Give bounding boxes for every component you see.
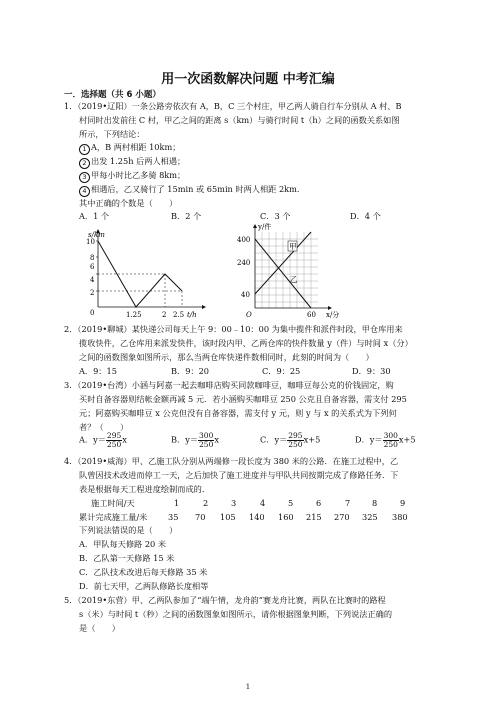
q3-option-c[interactable]: C．y＝ $\frac{295}{250}$ x+5 [260,431,321,449]
fraction: $\frac{295}{250}$ [288,431,303,449]
q1-option-b[interactable]: B．2 个 [171,211,202,221]
q1-conclusion-4: 4 相遇后，乙又骑行了 15min 或 65min 时两人相距 2km． [79,184,305,197]
fraction: $\frac{300}{250}$ [383,431,398,449]
q2-figure [232,222,352,322]
q3-line3: 元；阿嘉购买咖啡豆 x 公克但没有自备容器，需支付 y 元，则 y 与 x 的关系式为下列何 [79,408,397,418]
q2-option-b[interactable]: B．9：20 [171,366,210,376]
y-tick-400: 400 [237,236,251,244]
table-cell: 270 [334,512,350,522]
q4-option-a[interactable]: A．甲队每天修路 20 米 [79,539,167,549]
label-yi: 乙 [290,275,298,284]
y-tick-40: 40 [241,291,250,299]
q3-option-b[interactable]: B．y＝ $\frac{300}{250}$ x [171,431,219,449]
q3-line1: 3．（2019•台湾）小涵与阿嘉一起去咖啡店购买同款咖啡豆，咖啡豆每公克的价钱固定，购 [64,380,394,390]
y-tick-6: 6 [90,263,95,271]
label-jia: 甲 [289,242,297,251]
q4-option-c[interactable]: C．乙队技术改进后每天修路 35 米 [79,567,208,577]
table-cell: 6 [316,498,322,508]
q4-line3: 表是根据每天工程进度绘制而成的． [79,484,211,494]
y-tick-2: 2 [90,289,95,297]
y-tick-240: 240 [237,259,251,267]
q3-line4: 者？（ ） [79,422,129,432]
x-tick-60: 60 [307,311,316,319]
x-tick-2-5: 2.5 [173,311,185,319]
q1-conclusion-1: 1 A，B 两村相距 10km； [79,142,180,155]
q1-option-a[interactable]: A．1 个 [79,211,110,221]
table-cell: 1 [174,498,180,508]
y-tick-4: 4 [90,276,95,284]
q2-option-a[interactable]: A．9：15 [79,366,117,376]
table-cell: 140 [249,512,265,522]
y-axis-label: y/件 [258,223,272,231]
table-cell: 4 [260,498,266,508]
table-cell: 325 [362,512,378,522]
page-number: 1 [245,683,251,691]
q1-stem-line1: 1．（2019•辽阳）一条公路旁依次有 A，B，C 三个村庄，甲乙两人骑自行车分别从 A 村、B [64,101,402,111]
fraction: $\frac{295}{250}$ [106,431,122,449]
table-cell: 70 [195,512,206,522]
q1-conclusion-3: 3 甲每小时比乙多骑 8km； [79,170,185,183]
circled-number-4: 4 [79,186,90,197]
circled-number-2: 2 [79,158,90,169]
table-cell: 160 [278,512,294,522]
q3-option-d[interactable]: D．y＝ $\frac{300}{250}$ x+5 [355,431,416,449]
table-cell: 施工时间/天 [91,498,135,508]
table-cell: 35 [168,512,179,522]
table-cell: 7 [345,498,351,508]
q2-option-c[interactable]: C．9：25 [262,366,301,376]
q1-option-d[interactable]: D．4 个 [350,211,381,221]
page-title: 用一次函数解决问题 中考汇编 [161,72,335,87]
x-tick-2: 2 [162,311,167,319]
q2-line1: 2．（2019•聊城）某快递公司每天上午 9：00﹣10：00 为集中揽件和派件时段，甲仓库用来 [64,324,403,334]
section-heading: 一．选择题（共 6 小题） [64,90,161,100]
q5-line1: 5．（2019•东营）甲、乙两队参加了“端午情，龙舟韵”赛龙舟比赛，两队在比赛时的路程 [64,595,386,605]
q3-line2: 买时自备容器则结帐金额再减 5 元．若小涵购买咖啡豆 250 公克且自备容器，需支付 295 [79,394,407,404]
table-row [0,498,496,510]
table-cell: 9 [400,498,406,508]
y-tick-10: 10 [86,238,95,246]
table-cell: 215 [306,512,322,522]
q1-figure [76,225,226,323]
q4-line2: 队曾因技术改进而停工一天，之后加快了施工进度并与甲队共同按期完成了修路任务．下 [79,470,399,480]
y-tick-8: 8 [90,254,95,262]
table-row [0,512,496,524]
circled-number-3: 3 [79,172,90,183]
table-cell: 2 [203,498,209,508]
table-cell: 3 [231,498,237,508]
circled-number-1: 1 [79,144,90,155]
q2-option-d[interactable]: D．9：30 [352,366,391,376]
q5-line2: s（米）与时间 t（秒）之间的函数图象如图所示，请你根据图象判断，下列说法正确的 [79,609,393,619]
x-axis-label: t/h [187,311,197,319]
q4-option-d[interactable]: D．前七天甲，乙两队修路长度相等 [79,581,209,591]
origin-label: O [246,311,252,319]
q4-question: 下列说法错误的是（ ） [79,525,178,535]
table-cell: 380 [392,512,408,522]
y-axis-label: s/km [88,231,105,239]
q2-line2: 揽收快件，乙仓库用来派发快件，该时段内甲、乙两仓库的快件数量 y（件）与时间 x（分） [79,338,413,348]
q1-conclusion-2: 2 出发 1.25h 后两人相遇； [79,156,185,169]
table-cell: 累计完成施工量/米 [79,512,148,522]
x-axis-label: x/分 [326,311,340,319]
q4-line1: 4．（2019•威海）甲、乙施工队分别从两端修一段长度为 380 米的公路．在施工过程中，乙 [64,456,399,466]
q1-stem-line2: 村同时出发前往 C 村，甲乙之间的距离 s（km）与骑行时间 t（h）之间的函数关系如图 [79,115,400,125]
fraction: $\frac{300}{250}$ [199,431,214,449]
q1-stem-line3: 所示，下列结论： [79,129,145,139]
origin-label: 0 [90,309,95,317]
q1-question: 其中正确的个数是（ ） [79,198,178,208]
q4-option-b[interactable]: B．乙队第一天修路 15 米 [79,553,175,563]
table-cell: 105 [220,512,236,522]
table-cell: 8 [372,498,378,508]
q1-option-c[interactable]: C．3 个 [260,211,291,221]
q2-line3: 之间的函数图象如图所示，那么当两仓库快递件数相同时，此刻的时间为（ ） [79,352,374,362]
q5-line3: 是（ ） [79,623,120,633]
q3-option-a[interactable]: A．y＝ $\frac{295}{250}$ x [79,431,127,449]
x-tick-1-25: 1.25 [126,311,142,319]
table-cell: 5 [288,498,294,508]
